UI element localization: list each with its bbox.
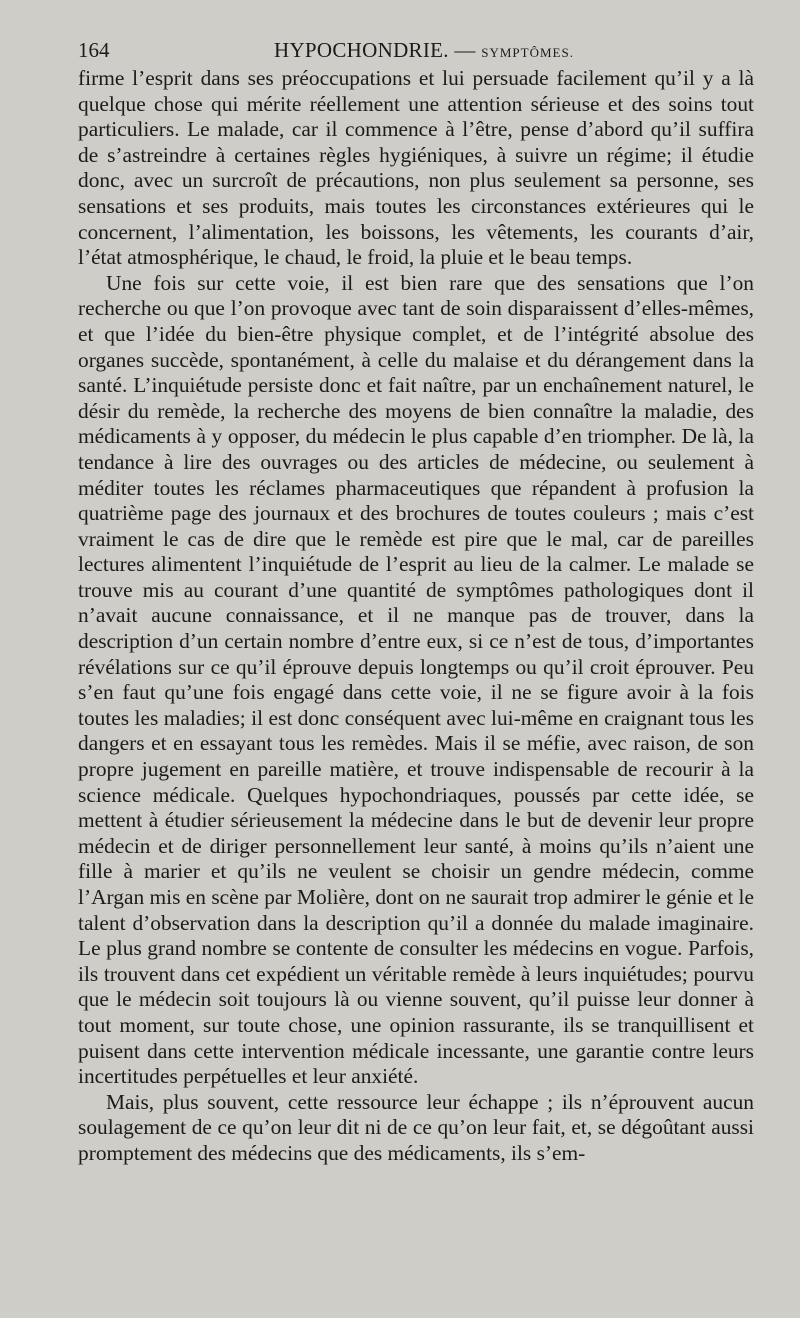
running-header <box>78 38 758 68</box>
running-title <box>274 38 574 63</box>
page-number: 164 <box>78 38 110 62</box>
paragraph-continued: firme l’esprit dans ses préoccupations et lui persuade facilement qu’il y a là quelque chose qui mérite réellement une attention sérieuse et des soins tout particuliers. Le malade, car il commence à l’être, pense d’abord qu’il suffira de s’astreindre à certaines règles hygiéniques, à suivre un régime; il étudie donc, avec un surcroît de précautions, non plus seulement sa personne, ses sensations et ses produits, mais toutes les circonstances extérieures qui le concernent, l’alimentation, les boissons, les vêtements, les courants d’air, l’état atmosphérique, le chaud, le froid, la pluie et le beau temps. <box>78 66 754 270</box>
paragraph: Une fois sur cette voie, il est bien rare que des sensations que l’on recherche ou que l’on provoque avec tant de soin disparaissent d’elles-mêmes, et que l’idée du bien-être physique complet, et de l’intégrité absolue des organes succède, spontanément, à celle du malaise et du dérangement dans la santé. L’inquiétude persiste donc et fait naître, par un enchaînement naturel, le désir du remède, la recherche des moyens de bien connaître la maladie, des médicaments à y opposer, du médecin le plus capable d’en triompher. De là, la tendance à lire des ouvrages ou des articles de médecine, ou seulement à méditer toutes les réclames pharmaceutiques que répandent à profusion la quatrième page des journaux et des brochures de toutes couleurs ; mais c’est vraiment le cas de dire que le remède est pire que le mal, car de pareilles lectures alimentent l’inquiétude de l’esprit au lieu de la calmer. Le malade se trouve mis au courant d’une quantité de symptômes pathologiques dont il n’avait aucune connaissance, et il ne manque pas de trouver, dans la description d’un certain nombre d’entre eux, si ce n’est de tous, d’importantes révélations sur ce qu’il éprouve depuis longtemps ou qu’il croit éprouver. Peu s’en faut qu’une fois engagé dans cette voie, il ne se figure avoir à la fois toutes les maladies; il est donc conséquent avec lui-même en craignant tous les dangers et en essayant tous les remèdes. Mais il se méfie, avec raison, de son propre jugement en pareille matière, et trouve indispensable de recourir à la science médicale. Quelques hypochondriaques, poussés par cette idée, se mettent à étudier sérieusement la médecine dans le but de devenir leur propre médecin et de diriger personnellement leur santé, à moins qu’ils n’aient une fille à marier et qu’ils ne veulent se choisir un gendre médecin, comme l’Argan mis en scène par Molière, dont on ne saurait trop admirer le génie et le talent d’observation dans la description qu’il a donnée du malade imaginaire. Le plus grand nombre se contente de consulter les médecins en vogue. Parfois, ils trouvent dans cet expédient un véritable remède à leurs inquiétudes; pourvu que le médecin soit toujours là ou vienne souvent, qu’il puisse leur donner à tout moment, sur toute chose, une opinion rassurante, ils se tranquillisent et puisent dans cette intervention médicale incessante, une garantie contre leurs incertitudes perpétuelles et leur anxiété. <box>78 270 754 1089</box>
paragraph: Mais, plus souvent, cette ressource leur échappe ; ils n’éprouvent aucun soulagement de ce qu’on leur dit ni de ce qu’on leur fait, et, se dégoûtant aussi promptement des médecins que des médicaments, ils s’em- <box>78 1089 754 1165</box>
page-body <box>78 66 754 1167</box>
running-title-section: SYMPTÔMES. <box>481 45 574 60</box>
running-title-main: HYPOCHONDRIE. — <box>274 38 476 62</box>
